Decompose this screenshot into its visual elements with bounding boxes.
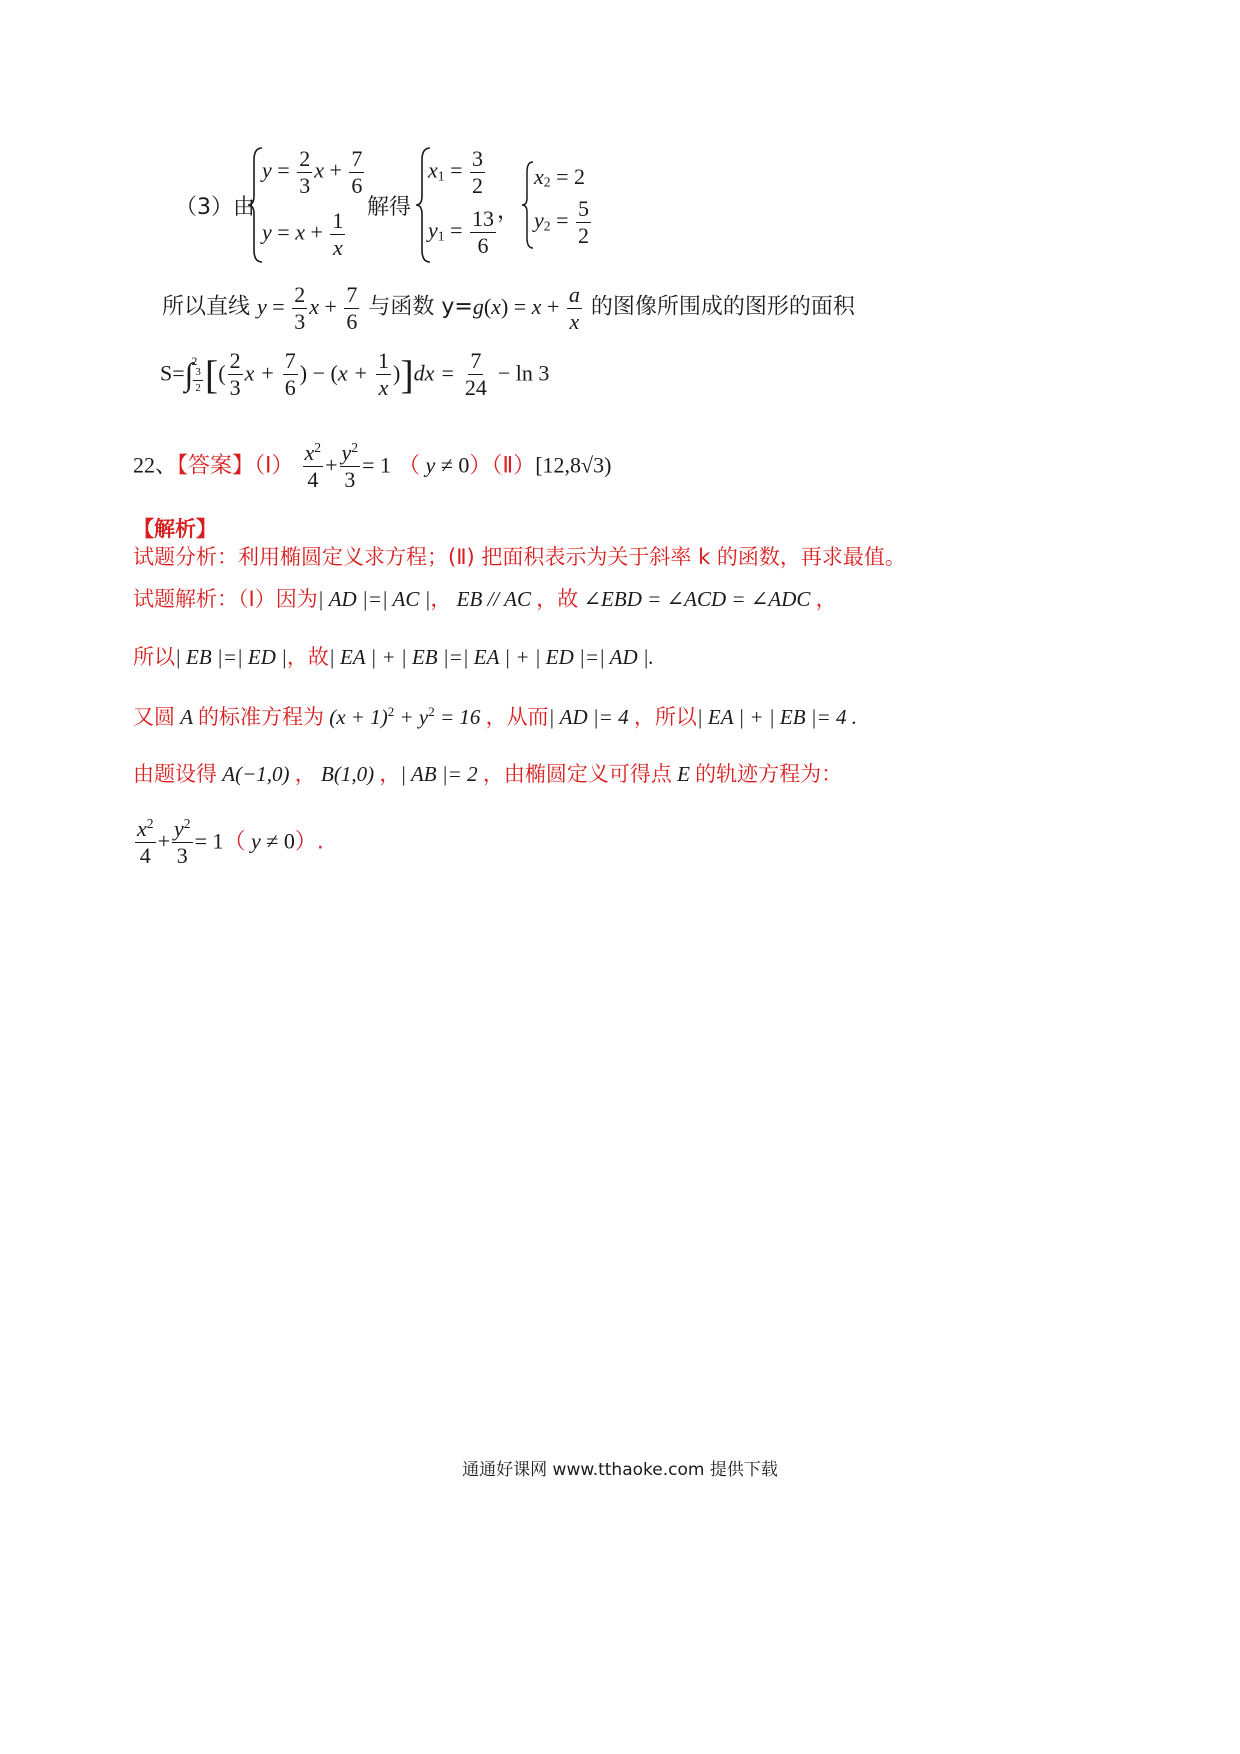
integral-expression: S=∫ 2 $\frac{3}{2}$ [( $\frac{2}{3}$ x + $\frac{7}{6}$ ) − (x + $\frac{1}{x}$ )]dx = $\frac{7}{24}$ − ln 3 [160, 348, 550, 400]
solution-2-x: $x_2 = 2$ [534, 164, 585, 190]
system-eq-1: y = $\frac{2}{3}$ x + $\frac{7}{6}$ [262, 146, 363, 198]
analysis-line-6: $\frac{x^2}{4}$ + $\frac{y^2}{3}$ = 1（ y ≠ 0）. [137, 815, 324, 868]
analysis-line-5: 由题设得 A(−1,0) ， B(1,0) ，| AB |= 2 ，由椭圆定义可得点 E 的轨迹方程为： [133, 762, 843, 786]
area-sentence: 所以直线 y = $\frac{2}{3}$ x + $\frac{7}{6}$ 与函数 y=g(x) = x + $\frac{a}{x}$ 的图像所围成的图形的面积 [162, 282, 855, 334]
analysis-line-2: 试题解析：（Ⅰ）因为| AD |=| AC |， EB // AC ，故 ∠EBD = ∠ACD = ∠ADC ， [133, 587, 837, 611]
solution-2-y: $y_2$ = $\frac{5}{2}$ [534, 196, 589, 248]
analysis-line-1: 试题分析：利用椭圆定义求方程；(Ⅱ) 把面积表示为关于斜率 k 的函数，再求最值。 [133, 545, 906, 569]
q22-answer-line: 22、【答案】（Ⅰ） $\frac{x^2}{4}$ + $\frac{y^2}{3}$ = 1 （ y ≠ 0）（Ⅱ）[12,8√3) [133, 439, 612, 492]
analysis-tag: 【解析】 [133, 517, 217, 541]
solution-separator: ， [497, 199, 520, 224]
system-eq-2: y = x + $\frac{1}{x}$ [262, 208, 344, 260]
analysis-line-4: 又圆 A 的标准方程为 $(x + 1)^2 + y^2 = 16$ ，从而| AD |= 4 ，所以| EA | + | EB |= 4 . [133, 704, 857, 729]
page-footer: 通通好课网 www.tthaoke.com 提供下载 [462, 1460, 778, 1480]
solve-word: 解得 [367, 195, 412, 220]
analysis-line-3: 所以| EB |=| ED |，故| EA | + | EB |=| EA | + | ED |=| AD |. [133, 645, 654, 669]
part3-label: （3）由 [175, 195, 255, 220]
solution-1-y: $y_1$ = $\frac{13}{6}$ [428, 206, 494, 258]
solution-1-x: $x_1$ = $\frac{3}{2}$ [428, 146, 483, 198]
